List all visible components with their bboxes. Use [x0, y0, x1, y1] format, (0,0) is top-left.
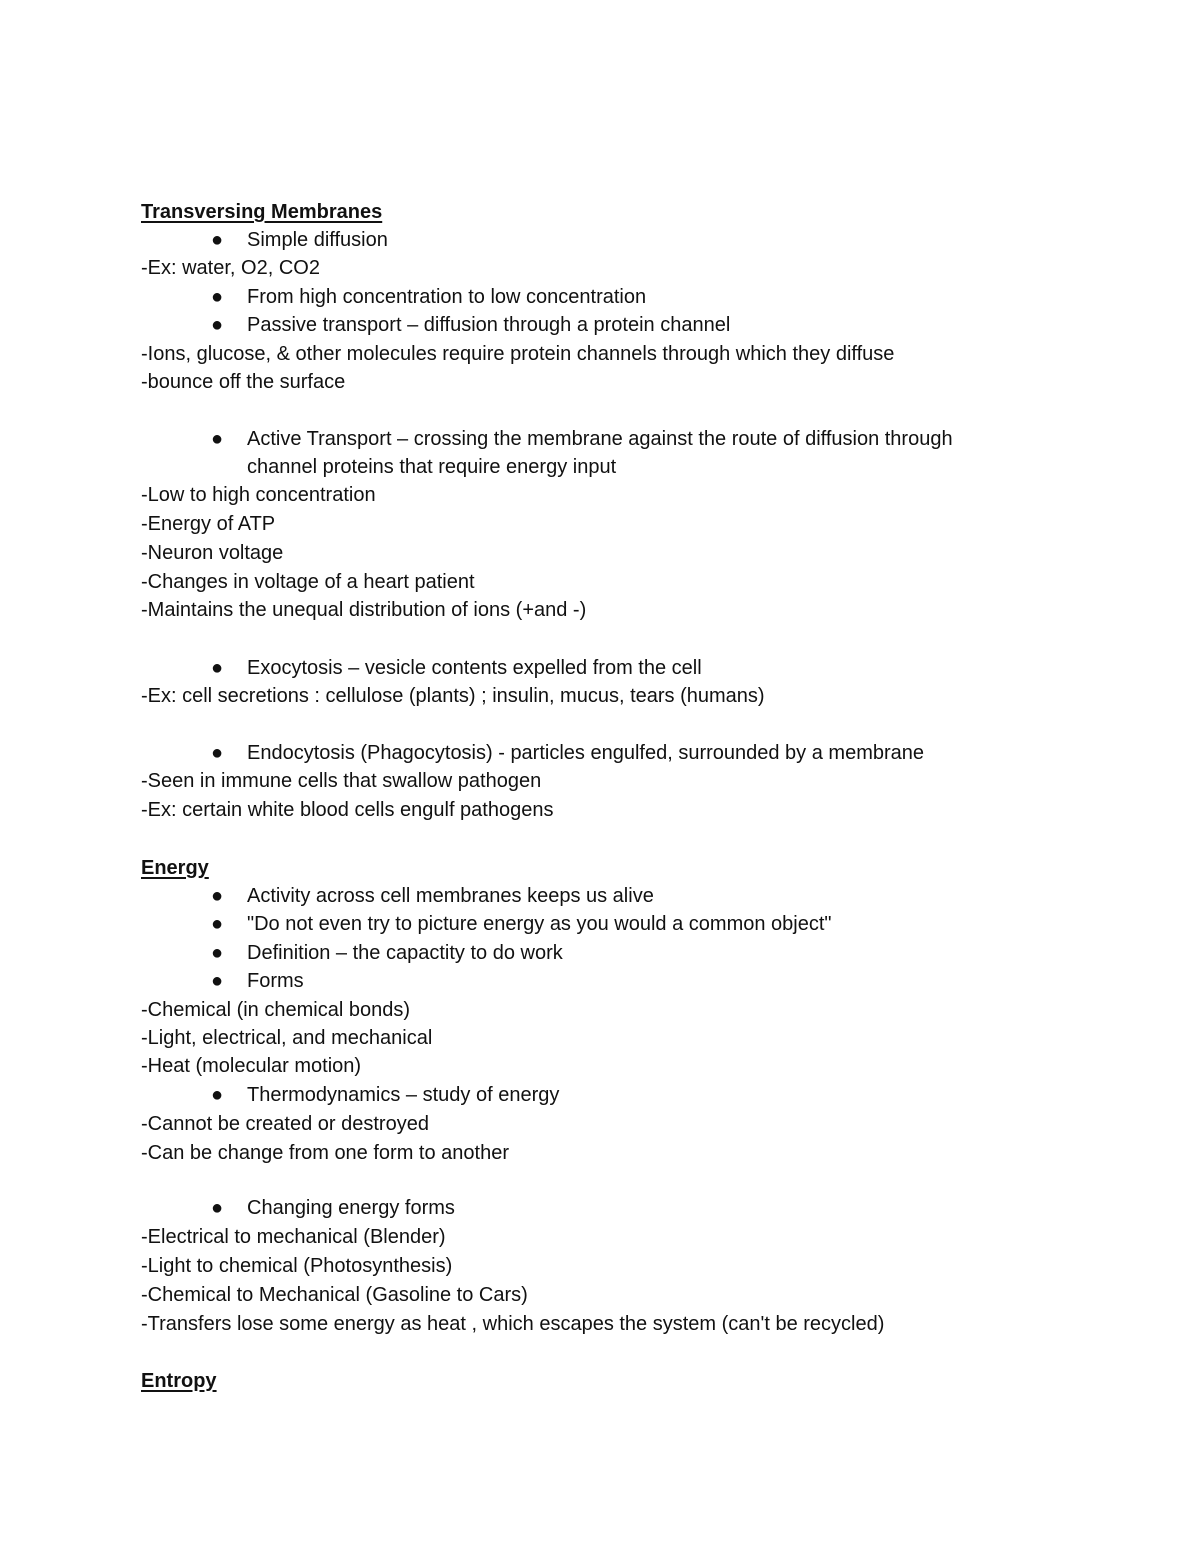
bullet-definition: Definition – the capactity to do work — [247, 942, 563, 964]
note-transfers: -Transfers lose some energy as heat , which escapes the system (can't be recycled) — [141, 1313, 885, 1335]
note-ex-secretions: -Ex: cell secretions : cellulose (plants) ; insulin, mucus, tears (humans) — [141, 685, 765, 707]
note-heat: -Heat (molecular motion) — [141, 1055, 362, 1077]
heading-transversing-membranes: Transversing Membranes — [141, 201, 383, 223]
note-cannot-create: -Cannot be created or destroyed — [141, 1113, 429, 1135]
bullet-simple-diffusion: Simple diffusion — [247, 229, 388, 251]
heading-entropy: Entropy — [141, 1370, 217, 1392]
bullet-active-transport-line2: channel proteins that require energy input — [247, 456, 617, 478]
bullet-icon: ● — [211, 657, 224, 679]
note-can-change: -Can be change from one form to another — [141, 1142, 509, 1164]
bullet-icon: ● — [211, 1197, 224, 1219]
note-chemical: -Chemical (in chemical bonds) — [141, 999, 410, 1021]
bullet-icon: ● — [211, 1084, 224, 1106]
heading-energy: Energy — [141, 857, 209, 879]
bullet-icon: ● — [211, 742, 224, 764]
note-light-electrical: -Light, electrical, and mechanical — [141, 1027, 433, 1049]
bullet-icon: ● — [211, 913, 224, 935]
note-ions: -Ions, glucose, & other molecules require protein channels through which they diffuse — [141, 343, 895, 365]
note-neuron: -Neuron voltage — [141, 542, 284, 564]
note-ex-water: -Ex: water, O2, CO2 — [141, 257, 320, 279]
note-chemical-mechanical: -Chemical to Mechanical (Gasoline to Cars) — [141, 1284, 528, 1306]
bullet-forms: Forms — [247, 970, 304, 992]
bullet-exocytosis: Exocytosis – vesicle contents expelled from the cell — [247, 657, 702, 679]
note-electrical-mechanical: -Electrical to mechanical (Blender) — [141, 1226, 446, 1248]
note-bounce: -bounce off the surface — [141, 371, 346, 393]
bullet-icon: ● — [211, 314, 224, 336]
bullet-icon: ● — [211, 229, 224, 251]
bullet-endocytosis: Endocytosis (Phagocytosis) - particles engulfed, surrounded by a membrane — [247, 742, 925, 764]
bullet-thermodynamics: Thermodynamics – study of energy — [247, 1084, 560, 1106]
bullet-icon: ● — [211, 428, 224, 450]
note-immune: -Seen in immune cells that swallow pathogen — [141, 770, 542, 792]
bullet-icon: ● — [211, 286, 224, 308]
bullet-picture-energy: "Do not even try to picture energy as you would a common object" — [247, 913, 832, 935]
note-white-blood: -Ex: certain white blood cells engulf pathogens — [141, 799, 554, 821]
bullet-active-transport-line1: Active Transport – crossing the membrane against the route of diffusion through — [247, 428, 953, 450]
bullet-activity: Activity across cell membranes keeps us alive — [247, 885, 654, 907]
note-heart: -Changes in voltage of a heart patient — [141, 571, 475, 593]
bullet-changing-forms: Changing energy forms — [247, 1197, 455, 1219]
bullet-passive-transport: Passive transport – diffusion through a protein channel — [247, 314, 731, 336]
bullet-icon: ● — [211, 942, 224, 964]
bullet-high-to-low: From high concentration to low concentration — [247, 286, 647, 308]
note-low-to-high: -Low to high concentration — [141, 484, 376, 506]
note-light-chemical: -Light to chemical (Photosynthesis) — [141, 1255, 453, 1277]
note-atp: -Energy of ATP — [141, 513, 276, 535]
note-maintains: -Maintains the unequal distribution of ions (+and -) — [141, 599, 587, 621]
bullet-icon: ● — [211, 885, 224, 907]
bullet-icon: ● — [211, 970, 224, 992]
